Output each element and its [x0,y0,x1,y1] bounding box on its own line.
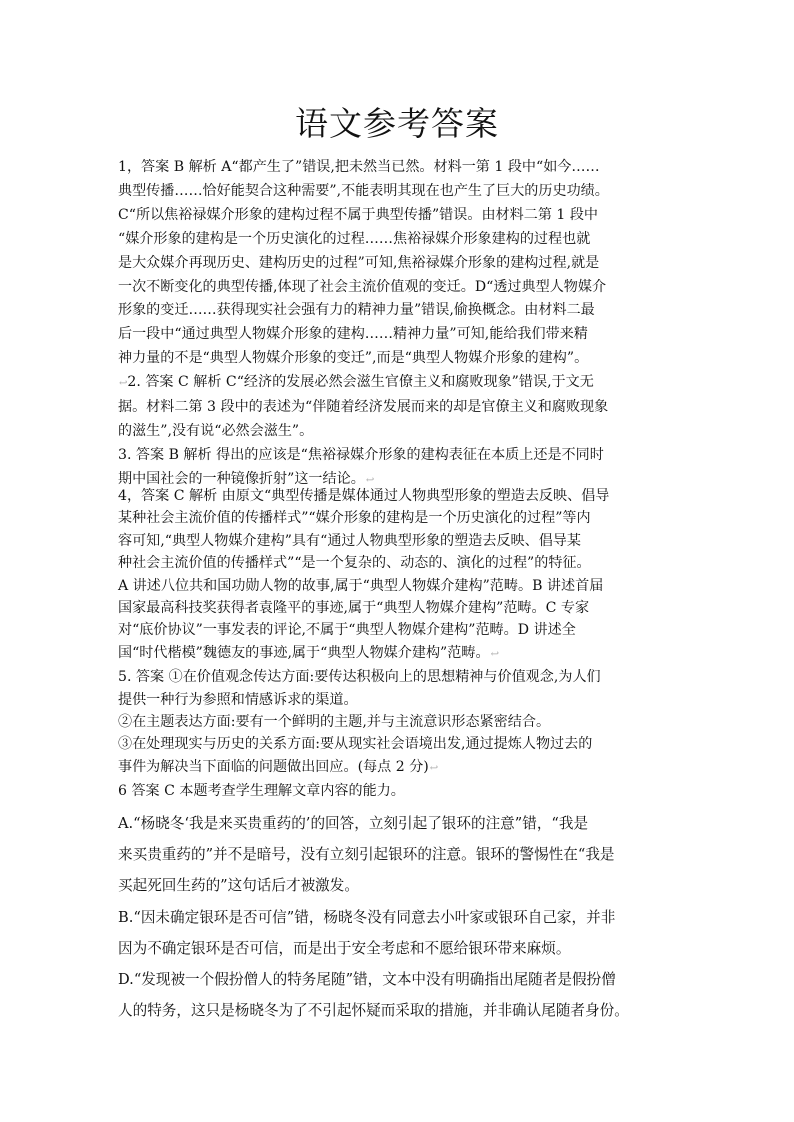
text-line: 据。材料二第 3 段中的表述为“伴随着经济发展而来的却是官僚主义和腐败现象 [118,399,609,416]
text-line [118,642,684,666]
text-line: ③在处理现实与历史的关系方面:要从现实社会语境出发,通过提炼人物过去的 [118,736,593,753]
return-mark-icon: ↩ [119,378,128,390]
text-line: 容可知,“典型人物媒介建构”具有“通过人物典型形象的塑造去反映、倡导某 [118,532,581,549]
answer-6-explanations [118,808,684,1026]
page-title: 语文参考答案 [295,104,499,143]
text-line: 3. 答案 B 解析 得出的应该是“焦裕禄媒介形象的建构表征在本质上还是不同时 [118,446,604,463]
text-line: 种社会主流价值的传播样式”“是一个复杂的、动态的、演化的过程”的特征。 [118,555,591,572]
line-text: 神力量的不是“典型人物媒介形象的变迁”,而是“典型人物媒介形象的建构”。 [118,350,589,367]
line-text: 事件为解决当下面临的问题做出回应。(每点 2 分) [118,758,429,775]
line-text: 2. 答案 C 解析 C“经济的发展必然会滋生官僚主义和腐败现象”错误,于文无 [127,374,594,391]
text-line: 来买贵重药的”并不是暗号，没有立刻引起银环的注意。银环的警惕性在“我是 [118,846,615,864]
text-line: 形象的变迁……获得现实社会强有力的精神力量”错误,偷换概念。由材料二最 [118,302,595,319]
return-mark-icon: ↩ [490,648,499,660]
text-line: A.“杨晓冬‘我是来买贵重药的’的回答，立刻引起了银环的注意”错，“我是 [118,815,589,832]
text-line: 买起死回生药的”这句话后才被激发。 [118,877,359,895]
text-line: 是大众媒介再现历史、建构历史的过程”可知,焦裕禄媒介形象的建构过程,就是 [118,254,600,271]
text-line: 人的特务，这只是杨晓冬为了不引起怀疑而采取的措施，并非确认尾随者身份。 [118,1002,629,1020]
text-line: 6 答案 C 本题考查学生理解文章内容的能力。 [118,783,405,800]
text-line: ②在主题表达方面:要有一个鲜明的主题,并与主流意识形态紧密结合。 [118,714,551,731]
text-line: 后一段中“通过典型人物媒介形象的建构……精神力量”可知,能给我们带来精 [118,326,588,343]
text-line: 对“底价协议”一事发表的评论,不属于“典型人物媒介建构”范畴。D 讲述全 [118,622,576,639]
text-line: 4，答案 C 解析 由原文“典型传播是媒体通过人物典型形象的塑造去反映、倡导 [118,488,610,504]
answers-4-6 [118,485,684,803]
text-line: C“所以焦裕禄媒介形象的建构过程不属于典型传播”错误。由材料二第 1 段中 [118,206,599,223]
text-line [118,371,684,396]
text-line: 典型传播……恰好能契合这种需要”,不能表明其现在也产生了巨大的历史功绩。 [118,182,609,199]
text-line [118,756,684,780]
text-line: A 讲述八位共和国功勋人物的故事,属于“典型人物媒介建构”范畴。B 讲述首届 [118,577,604,594]
text-line: 提供一种行为参照和情感诉求的渠道。 [118,691,358,708]
text-line: 的滋生”,没有说“必然会滋生”。 [118,422,314,439]
text-line: B.“因未确定银环是否可信”错，杨晓冬没有同意去小叶家或银环自己家，并非 [118,908,616,926]
text-line: 1，答案 B 解析 A“都产生了”错误,把未然当已然。材料一第 1 段中“如今…… [118,159,600,175]
text-line: 某种社会主流价值的传播样式”“媒介形象的建构是一个历史演化的过程”等内 [118,510,591,527]
return-mark-icon: ↩ [429,762,439,774]
text-line: “媒介形象的建构是一个历史演化的过程……焦裕禄媒介形象建构的过程也就 [118,230,591,247]
return-mark-icon: ↩ [365,474,375,486]
line-text: 期中国社会的一种镜像折射”这一结论。 [118,470,365,487]
text-line: D.“发现被一个假扮僧人的特务尾随”错，文本中没有明确指出尾随者是假扮僧 [118,971,616,989]
text-line: 5. 答案 ①在价值观念传达方面:要传达积极向上的思想精神与价值观念,为人们 [118,669,601,686]
line-text: 国“时代楷模”魏德友的事迹,属于“典型人物媒介建构”范畴。 [118,644,490,661]
text-line: 因为不确定银环是否可信，而是出于安全考虑和不愿给银环带来麻烦。 [118,939,571,957]
text-line: 国家最高科技奖获得者袁隆平的事迹,属于“典型人物媒介建构”范畴。C 专家 [118,600,590,617]
answers-1-3 [118,156,684,493]
text-line: 一次不断变化的典型传播,体现了社会主流价值观的变迁。D“透过典型人物媒介 [118,278,607,295]
text-line [118,347,684,371]
